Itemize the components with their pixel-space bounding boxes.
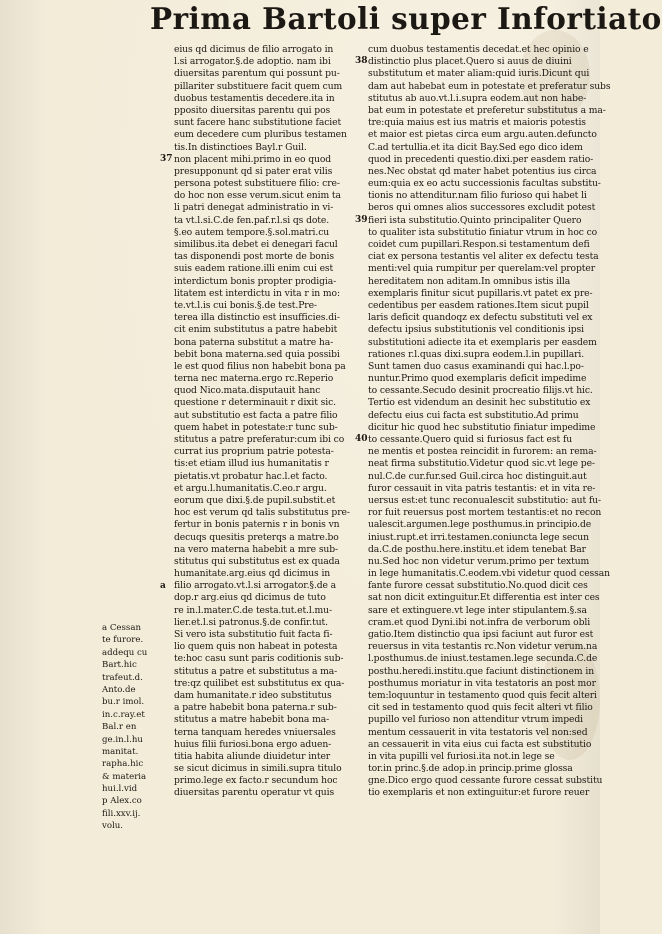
text-line: interdictum bonis propter prodigia- [174, 275, 337, 287]
text-line: bebit bona materna.sed quia possibi [174, 348, 340, 360]
text-line: in lege humanitatis.C.eodem.vbi videtur quod cessan [368, 568, 610, 580]
text-line: stitutus a patre et substitutus a ma- [174, 665, 338, 677]
text-line: filio arrogato.vt.l.si arrogator.§.de a [174, 580, 337, 592]
text-line: cum duobus testamentis decedat.et hec opinio e [368, 44, 589, 55]
text-line: decuqs quesitis preterqs a matre.bo [174, 531, 339, 543]
text-line: lier.et.l.si patronus.§.de confir.tut. [174, 616, 328, 628]
text-line: laris deficit quandoqz ex defectu substituti vel ex [368, 312, 593, 324]
text-line: quod Nico.mata.disputauit hanc [174, 385, 321, 397]
text-line: fante furore cessat substitutio.No.quod dicit ces [368, 580, 588, 592]
text-line: hereditatem non aditam.In omnibus istis illa [368, 275, 571, 287]
text-line: lio quem quis non habeat in potesta [174, 641, 338, 653]
margin-note-line: Bart.hic [102, 660, 137, 671]
text-line: gne.Dico ergo quod cessante furore cessat substitu [368, 775, 603, 787]
text-line: pietatis.vt probatur hac.l.et facto. [174, 470, 328, 482]
margin-note-line: & materia [102, 771, 147, 782]
margin-note-line: Anto.de [102, 684, 136, 695]
text-line: le est quod filius non habebit bona pa [174, 360, 346, 372]
text-line: defectu ipsius substitutionis vel conditionis ipsi [368, 324, 585, 336]
text-line: nuntur.Primo quod exemplaris deficit impedime [368, 373, 587, 385]
text-line: tas disponendi post morte de bonis [174, 251, 335, 263]
text-line: to cessante.Quero quid si furiosus fact est fu [368, 434, 573, 445]
text-line: quod in precedenti questio.dixi.per easdem ratio- [368, 153, 594, 165]
text-line: diuersitas parentum qui possunt pu- [174, 68, 340, 80]
text-line: non placent mihi.primo in eo quod [174, 153, 332, 165]
text-line: et argu.l.humanitatis.C.eo.r argu. [174, 482, 327, 494]
text-line: hoc est verum qd talis substitutus pre- [174, 507, 350, 519]
text-line: re in.l.mater.C.de testa.tut.et.l.mu- [174, 604, 332, 616]
text-line: diuersitas parentu operatur vt quis [174, 787, 335, 799]
text-line: cit enim substitutus a patre habebit [174, 324, 338, 336]
paragraph-number: 39 [355, 214, 368, 225]
text-line: tio exemplaris et non extinguitur:et furore reuer [368, 787, 590, 799]
text-line: defectu eius cui facta est substitutio.Ad primu [368, 409, 579, 421]
text-line: eum:quia ex eo actu successionis facultas substitu- [368, 178, 601, 190]
text-line: tis.In distinctioes Bayl.r Guil. [174, 141, 307, 153]
text-line: to cessante.Secudo desinit procreatio filijs.vt hic. [368, 385, 593, 397]
text-line: stitutus ab auo.vt.l.i.supra eodem.aut non habe- [368, 92, 587, 104]
margin-note-line: fili.xxv.ij. [102, 808, 141, 819]
text-line: suis eadem ratione.illi enim cui est [174, 263, 334, 275]
margin-note-line: trafeut.d. [102, 672, 143, 683]
text-line: beros qui omnes alios successores excludit potest [368, 202, 596, 214]
text-line: persona potest substituere filio: cre- [174, 178, 340, 190]
text-line: mentum cessauerit in vita testatoris vel non:sed [368, 726, 588, 738]
text-line: pupillo vel furioso non attenditur vtrum impedi [368, 714, 583, 726]
text-line: ualescit.argumen.lege posthumus.in principio.de [368, 519, 592, 531]
text-line: do hoc non esse verum.sicut enim ta [174, 190, 341, 202]
margin-note-line: Bal.r en [102, 722, 137, 733]
text-line: coidet cum pupillari.Respon.si testamentum defi [368, 239, 590, 250]
text-line: ror fuit reuersus post mortem testantis:et no recon [368, 507, 602, 519]
text-line: litatem est interdictu in vita r in mo: [174, 287, 340, 299]
margin-note-line: addequ cu [102, 647, 148, 658]
margin-note-line: volu. [102, 821, 124, 832]
text-line: exemplaris finitur sicut pupillaris.vt patet ex pre- [368, 287, 593, 299]
text-line: tre:qz quilibet est substitutus ex qua- [174, 677, 345, 689]
text-line: l.posthumus.de iniust.testamen.lege secunda.C.de [368, 653, 598, 665]
text-line: Si vero ista substitutio fuit facta fi- [174, 629, 333, 640]
text-line: menti:vel quia rumpitur per querelam:vel propter [368, 263, 595, 275]
text-line: ta vt.l.si.C.de fen.paf.r.l.si qs dote. [174, 214, 330, 226]
text-line: pposito diuersitas parentu qui pos [174, 104, 331, 116]
text-line: stitutus a patre preferatur:cum ibi co [174, 434, 345, 445]
text-line: stitutus a matre habebit bona ma- [174, 714, 330, 726]
text-line: titia habita aliunde diuidetur inter [174, 750, 331, 762]
text-line: similibus.ita debet ei denegari facul [174, 239, 338, 250]
text-line: stitutus qui substitutus est ex quada [174, 555, 340, 567]
margin-note-line: p Alex.co [102, 796, 142, 807]
text-line: dam aut habebat eum in potestate et preferatur subs [368, 80, 611, 92]
text-line: eorum que dixi.§.de pupil.substit.et [174, 494, 336, 506]
text-line: tem:loquuntur in testamento quod quis fecit alteri [368, 689, 597, 701]
text-line: ne mentis et postea reincidit in furorem: an rema- [368, 446, 597, 458]
text-line: bona paterna substitut a matre ha- [174, 336, 334, 348]
margin-note-line: a Cessan [102, 623, 141, 633]
text-line: currat ius proprium patrie potesta- [174, 446, 334, 458]
text-line: furor cessauit in vita patris testantis: et in vita re- [368, 482, 596, 494]
text-line: quem habet in potestate:r tunc sub- [174, 421, 338, 433]
text-line: nes.Nec obstat qd mater habet potentius ius circa [368, 165, 597, 177]
text-line: ciat ex persona testantis vel aliter ex defectu testa [368, 251, 599, 263]
text-line: te.vt.l.is cui bonis.§.de test.Pre- [174, 299, 317, 311]
text-line: uersus est:et tunc reconualescit substitutio: aut fu- [368, 494, 601, 506]
text-line: primo.lege ex facto.r secundum hoc [174, 775, 338, 787]
text-line: fertur in bonis paternis r in bonis vn [174, 519, 340, 531]
text-line: cram.et quod Dyni.ibi not.infra de verborum obli [368, 616, 591, 628]
text-line: substitutioni adiecte ita et exemplaris per easdem [368, 336, 597, 348]
text-line: posthumus moriatur in vita testatoris an post mor [368, 677, 596, 689]
text-line: sat non dicit extinguitur.Et differentia est inter ces [368, 592, 600, 604]
text-line: terna nec materna.ergo rc.Reperio [174, 373, 334, 385]
text-line: pillariter substituere facit quem cum [174, 80, 343, 92]
text-line: li patri denegat administratio in vi- [174, 202, 334, 214]
margin-note-line: in.c.ray.et [102, 709, 145, 720]
text-line: tionis no attenditur.nam filio furioso qui habet li [368, 190, 587, 202]
text-line: dop.r arg.eius qd dicimus de tuto [174, 592, 326, 604]
text-line: se sicut dicimus in simili.supra titulo [174, 763, 342, 775]
text-line: rationes r.l.quas dixi.supra eodem.l.in pupillari. [368, 348, 585, 360]
text-line: distinctio plus placet.Quero si auus de diuini [368, 56, 572, 68]
running-head: Prima Bartoli super Infortiato [150, 2, 662, 37]
text-line: cedentibus per easdem rationes.Item sicut pupil [368, 299, 589, 311]
text-line: in vita pupilli vel furiosi.ita not.in lege se [368, 750, 555, 762]
paragraph-number: 40 [355, 434, 368, 445]
text-line: neat firma substitutio.Videtur quod sic.vt lege pe- [368, 458, 595, 470]
text-line: presupponunt qd si pater erat vilis [174, 165, 333, 177]
text-line: sunt facere hanc substitutione faciet [174, 117, 342, 129]
text-line: tor.in princ.§.de adop.in princip.prime glossa [368, 763, 573, 775]
text-line: C.ad tertullia.et ita dicit Bay.Sed ego dico idem [368, 141, 583, 153]
right-column [368, 44, 611, 800]
text-line: duobus testamentis decedere.ita in [174, 92, 335, 104]
margin-note-line: te furore. [102, 635, 144, 646]
text-line: l.si arrogator.§.de adoptio. nam ibi [174, 56, 331, 68]
text-line: terea illa distinctio est insufficies.di- [174, 312, 340, 324]
text-line: dam humanitate.r ideo substitutus [174, 689, 332, 701]
paragraph-number: 38 [355, 56, 368, 67]
margin-note-line: hui.l.vid [102, 784, 138, 795]
text-line: Tertio est videndum an desinit hec substitutio ex [368, 397, 591, 409]
text-line: te:hoc casu sunt paris coditionis sub- [174, 653, 344, 665]
text-line: to qualiter ista substitutio finiatur vtrum in hoc co [368, 226, 598, 238]
text-line: eius qd dicimus de filio arrogato in [174, 44, 334, 55]
margin-note-line: manitat. [102, 746, 139, 757]
text-line: nul.C.de cur.fur.sed Guil.circa hoc distinguit.aut [368, 470, 587, 482]
text-line: eum decedere cum pluribus testamen [174, 129, 347, 141]
text-line: na vero materna habebit a mre sub- [174, 543, 339, 555]
text-line: da.C.de posthu.here.institu.et idem tenebat Bar [368, 543, 586, 555]
text-line: questione r determinauit r dixit sic. [174, 397, 336, 409]
margin-note-line: rapha.hic [102, 759, 144, 770]
paragraph-number: 37 [160, 153, 173, 164]
text-line: iniust.rupt.et irri.testamen.coniuncta lege secun [368, 531, 589, 543]
text-line: substitutum et mater aliam:quid iuris.Dicunt qui [368, 68, 590, 80]
margin-note-line: bu.r imol. [102, 697, 145, 708]
text-line: dicitur hic quod hec substitutio finiatur impedime [368, 421, 596, 433]
text-line: an cessauerit in vita eius cui facta est substitutio [368, 738, 592, 750]
text-line: aut substitutio est facta a patre filio [174, 409, 338, 421]
text-line: gatio.Item distinctio qua ipsi faciunt aut furor est [368, 629, 594, 640]
text-line: tre:quia maius est ius matris et maioris potestis [368, 117, 586, 129]
left-column [174, 44, 358, 800]
text-line: Sunt tamen duo casus examinandi qui hac.l.po- [368, 360, 584, 372]
paragraph-number: a [160, 580, 166, 591]
text-line: cit sed in testamento quod quis fecit alteri vt filio [368, 702, 593, 714]
text-line: et maior est pietas circa eum argu.auten.defuncto [368, 129, 597, 141]
text-line: nu.Sed hoc non videtur verum.primo per textum [368, 555, 590, 567]
text-line: bat eum in potestate et preferetur substitutus a ma- [368, 104, 606, 116]
margin-note-line: ge.in.l.hu [102, 734, 143, 745]
text-line: terna tanquam heredes vniuersales [174, 726, 336, 738]
text-line: huius filii furiosi.bona ergo aduen- [174, 738, 332, 750]
margin-note [102, 622, 168, 833]
text-line: a patre habebit bona paterna.r sub- [174, 702, 337, 714]
text-line: sare et extinguere.vt lege inter stipulantem.§.sa [368, 604, 587, 616]
text-line: humanitate.arg.eius qd dicimus in [174, 568, 331, 580]
text-line: reuersus in vita testantis rc.Non videtur verum.na [368, 641, 598, 653]
text-line: fieri ista substitutio.Quinto principaliter Quero [368, 214, 582, 226]
text-line: tis:et etiam illud ius humanitatis r [174, 458, 329, 470]
text-line: posthu.heredi.institu.que faciunt distinctionem in [368, 665, 595, 677]
text-line: §.eo autem tempore.§.sol.matri.cu [174, 226, 330, 238]
